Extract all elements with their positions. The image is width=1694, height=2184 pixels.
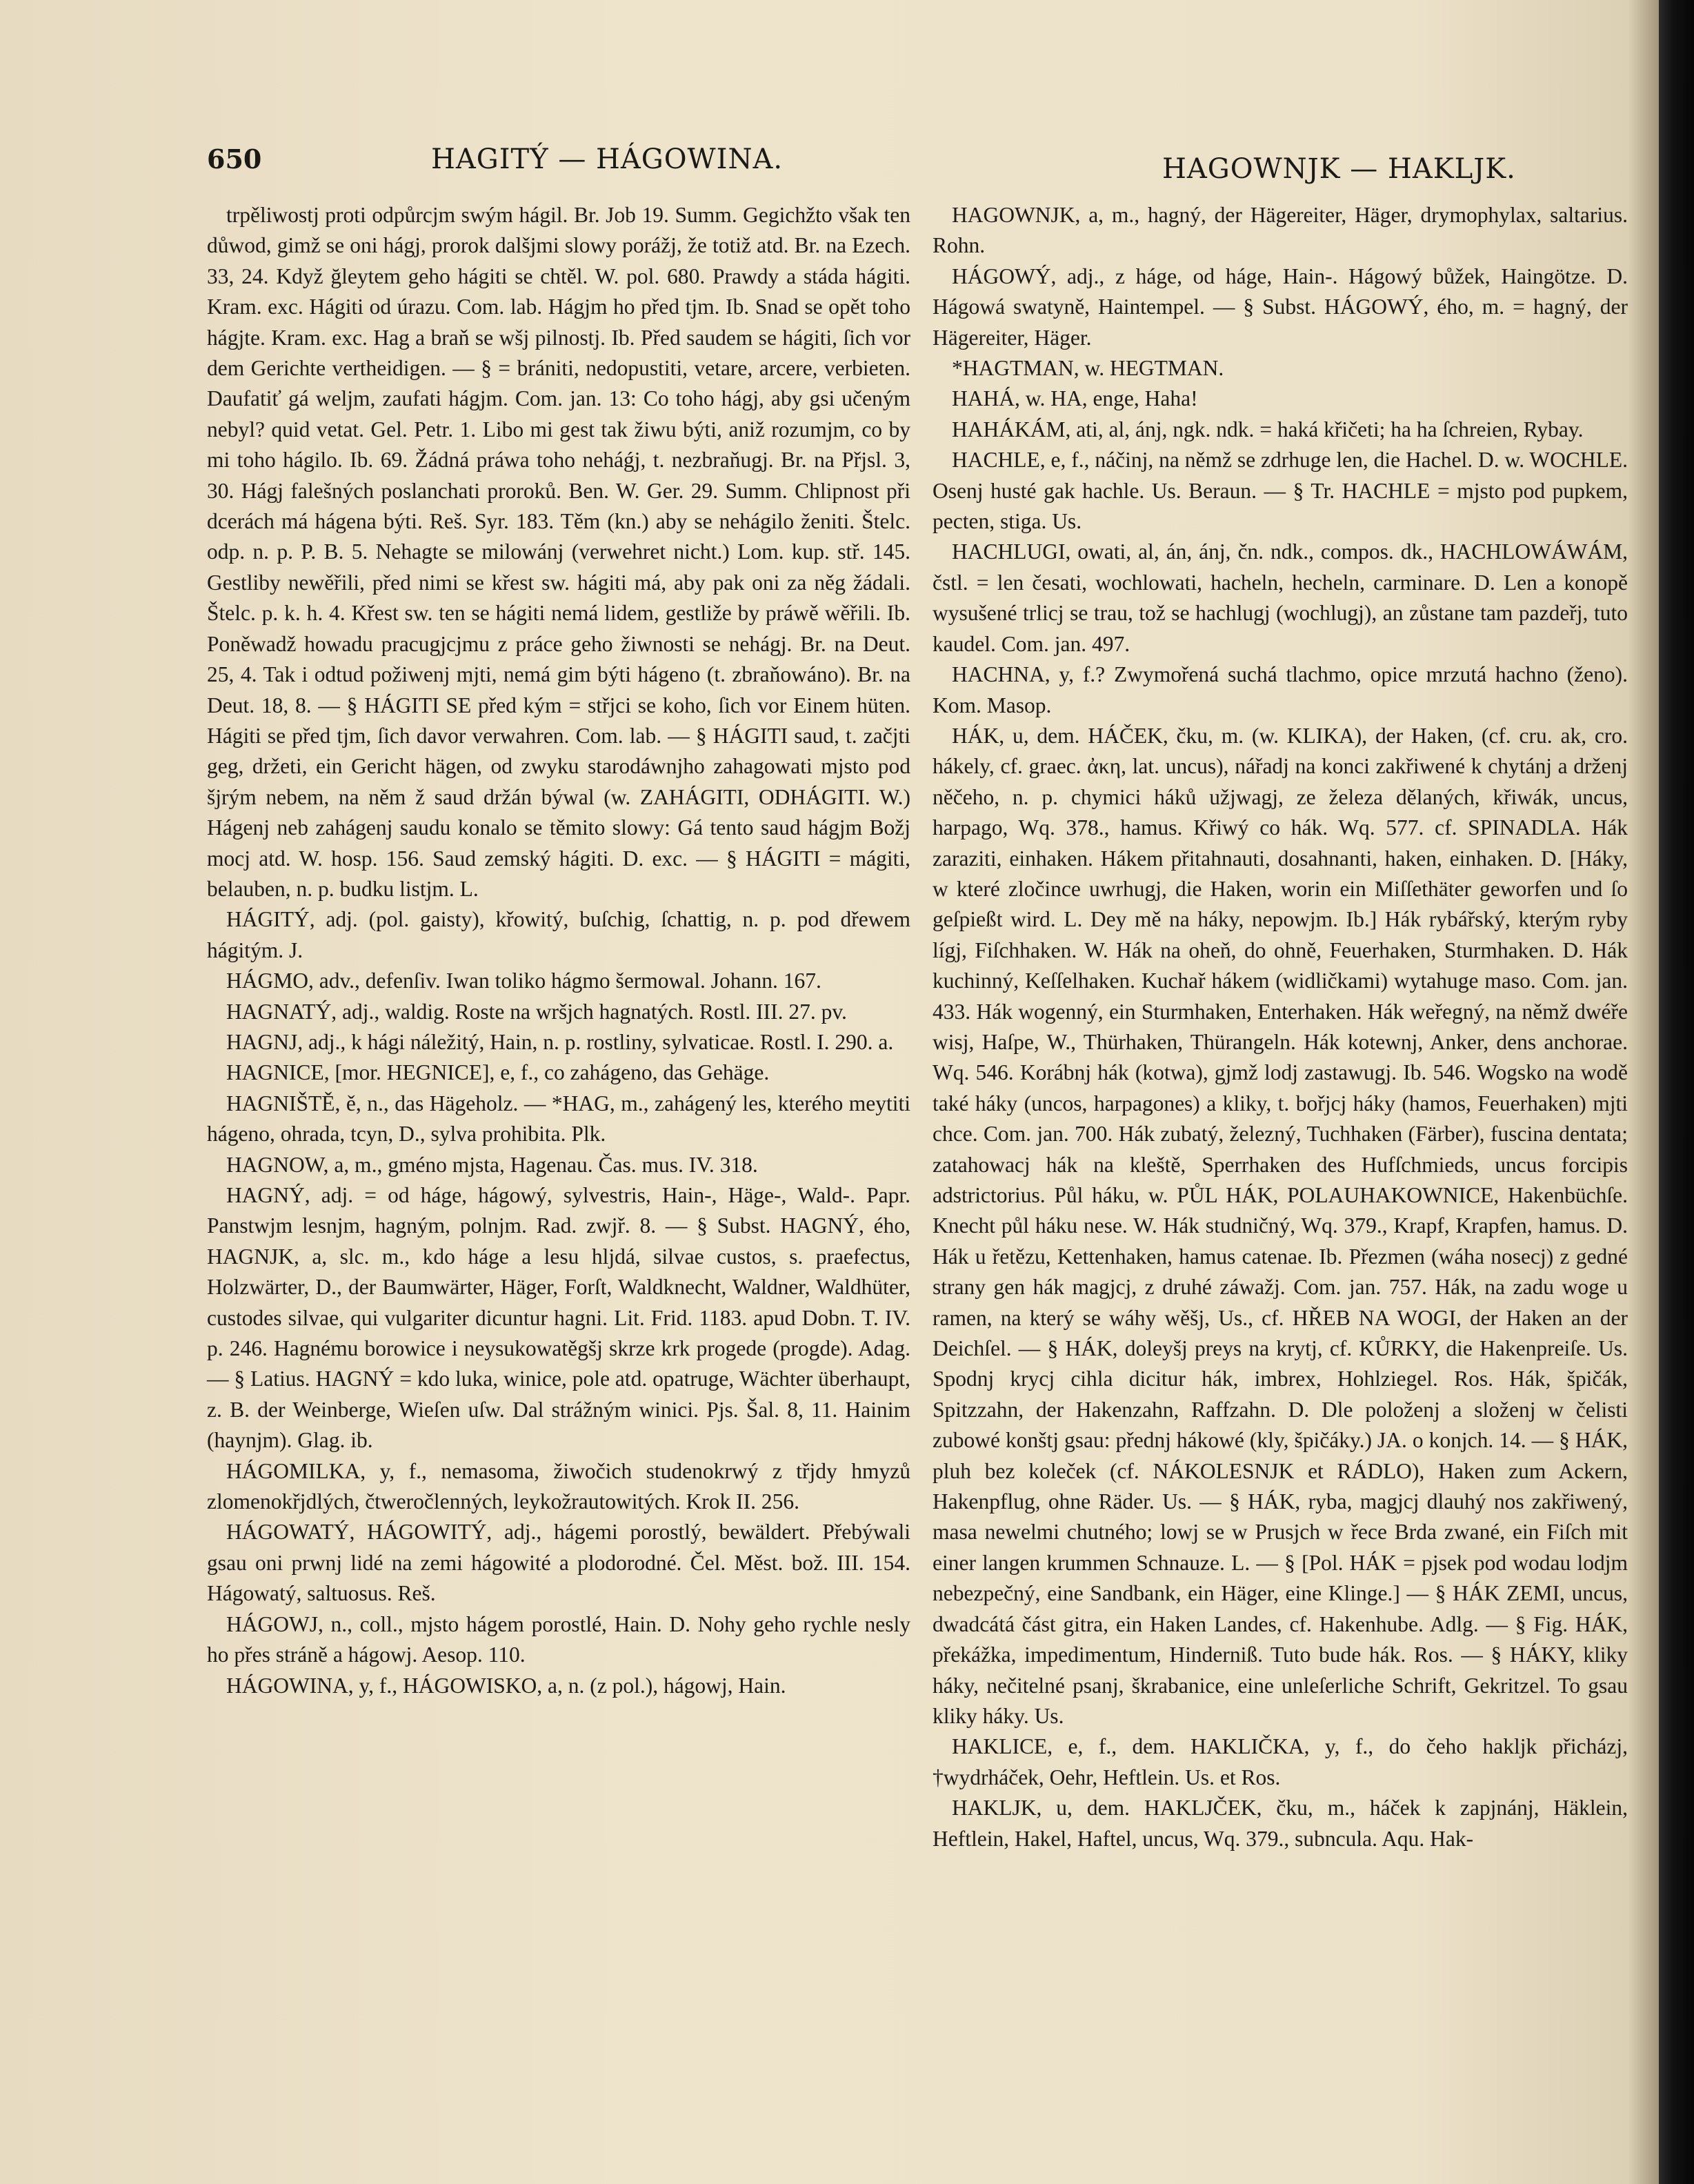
right-running-head: HAGOWNJK — HAKLJK. (1162, 153, 1516, 185)
entry-paragraph: HÁGOWINA, y, f., HÁGOWISKO, a, n. (z pol.), hágowj, Hain. (226, 1673, 786, 1698)
entry-paragraph: HÁGOWÝ, adj., z háge, od háge, Hain-. Hágowý bůžek, Haingötze. D. Hágowá swatyně, Haintempel. — § Subst. HÁGOWÝ, ého, m. = hagný, der Hägereiter, Häger. (933, 264, 1628, 350)
entry-paragraph: HAKLJK, u, dem. HAKLJČEK, čku, m., háček k zapjnánj, Häklein, Heftlein, Hakel, Haftel, uncus, Wq. 379., subncula. Aqu. Hak- (933, 1796, 1628, 1851)
entry-paragraph: HACHLUGI, owati, al, án, ánj, čn. ndk., compos. dk., HACHLOWÁWÁM, čstl. = len česati, wochlowati, hacheln, hecheln, carminare. D. Len a konopě wysušené trlicj se trau, tož se hachlugj (wochlugj), an zůstane tam pazdeřj, tuto kaudel. Com. jan. 497. (933, 539, 1628, 656)
entry-paragraph: HÁGITÝ, adj. (pol. gaisty), křowitý, buſchig, ſchattig, n. p. pod dřewem hágitým. J. (207, 907, 910, 962)
entry-paragraph: HAHÁ, w. HA, enge, Haha! (952, 386, 1198, 411)
entry-paragraph: HÁK, u, dem. HÁČEK, čku, m. (w. KLIKA), der Haken, (cf. cru. ak, cro. hákely, cf. graec. ἀκη, lat. uncus), nářadj na konci zakřiwené k chytánj a drženj něčeho, n. p. chymici háků užjwagj, ze železa dělaných, křiwák, uncus, harpago, Wq. 378., hamus. Křiwý co hák. Wq. 577. cf. SPINADLA. Hák zaraziti, einhaken. Hákem přitahnauti, dosahnanti, haken, einhaken. D. [Háky, w které zločince uwrhugj, die Haken, worin ein Miſſethäter geworfen und ſo geſpießt wird. L. Dey mě na háky, nepowjm. Ib.] Hák rybářský, kterým ryby lígj, Fiſchhaken. W. Hák na oheň, do ohně, Feuerhaken, Sturmhaken. D. Hák kuchinný, Keſſelhaken. Kuchař hákem (widličkami) wytahuge maso. Com. jan. 433. Hák wogenný, ein Sturmhaken, Enterhaken. Hák weřegný, na němž dwéře wisj, Haſpe, W., Thürhaken, Thürangeln. Hák kotewnj, Anker, dens anchorae. Wq. 546. Korábnj hák (kotwa), gjmž lodj zastawugj. Ib. 546. Wogsko na wodě také háky (uncos, harpagones) a kliky, t. bořjcj háky (hamos, Feuerhaken) mjti chce. Com. jan. 700. Hák zubatý, železný, Tuchhaken (Färber), fuscina dentata; zatahowacj hák na kleště, Sperrhaken des Hufſchmieds, uncus forcipis adstrictorius. Půl háku, w. PŮL HÁK, POLAUHAKOWNICE, Hakenbüchſe. Knecht půl háku nese. W. Hák studničný, Wq. 379., Krapf, Krapfen, hamus. D. Hák u řetězu, Kettenhaken, hamus catenae. Ib. Přezmen (wáha nosecj) z gedné strany gen hák magjcj, z druhé záwažj. Com. jan. 757. Hák, na zadu woge u ramen, na který se wáhy wěšj, Us., cf. HŘEB NA WOGI, der Haken an der Deichſel. — § HÁK, doleyšj preys na krytj, cf. KŮRKY, die Hakenpreiſe. Us. Spodnj krycj cihla dicitur hák, imbrex, Hohlziegel. Ros. Hák, špičák, Spitzzahn, der Hakenzahn, Raffzahn. D. Dle položenj a složenj w čelisti zubowé konštj gsau: přednj hákowé (kly, špičáky.) JA. o konjch. 14. — § HÁK, pluh bez koleček (cf. NÁKOLESNJK et RÁDLO), Haken zum Ackern, Hakenpflug, ohne Räder. Us. — § HÁK, ryba, magjcj dlauhý nos zakřiwený, masa newelmi chutného; lowj se w Prusjch w řece Brda zwané, ein Fiſch mit einer langen krummen Schnauze. L. — § [Pol. HÁK = pjsek pod wodau lodjm nebezpečný, eine Sandbank, ein Häger, eine Klinge.] — § HÁK ZEMI, uncus, dwadcátá část gitra, ein Haken Landes, cf. Hakenhube. Adlg. — § Fig. HÁK, překážka, impedimentum, Hinderniß. Tuto bude hák. Ros. — § HÁKY, kliky háky, nečitelné psanj, škrabanice, eine unleſerliche Schrift, Gekritzel. To gsau kliky háky. Us. (933, 723, 1628, 1728)
entry-paragraph: HACHNA, y, f.? Zwymořená suchá tlachmo, opice mrzutá hachno (ženo). Kom. Masop. (933, 662, 1628, 717)
entry-paragraph: HÁGOMILKA, y, f., nemasoma, žiwočich studenokrwý z třjdy hmyzů zlomenokřjdlých, čtweročlenných, leykožrautowitých. Krok II. 256. (207, 1458, 910, 1514)
book-spine-shadow (1628, 0, 1659, 2184)
entry-paragraph: HAGNIŠTĚ, ě, n., das Hägeholz. — *HAG, m., zahágený les, kterého meytiti hágeno, ohrada, tcyn, D., sylva prohibita. Plk. (207, 1091, 910, 1146)
page-header (0, 143, 1659, 185)
book-edge (1659, 0, 1694, 2184)
page-number: 650 (207, 143, 262, 175)
entry-paragraph: *HAGTMAN, w. HEGTMAN. (952, 356, 1224, 381)
entry-paragraph: HAGNICE, [mor. HEGNICE], e, f., co zahágeno, das Gehäge. (226, 1060, 770, 1085)
right-column (933, 200, 1628, 1854)
entry-paragraph: HAGNÝ, adj. = od háge, hágowý, sylvestris, Hain-, Häge-, Wald-. Papr. Panstwjm lesnjm, hagným, polnjm. Rad. zwjř. 8. — § Subst. HAGNÝ, ého, HAGNJK, a, slc. m., kdo háge a lesu hljdá, silvae custos, s. praefectus, Holzwärter, D., der Baumwärter, Häger, Forſt, Waldknecht, Waldner, Waldhüter, custodes silvae, qui vulgariter dicuntur hagni. Lit. Frid. 1183. apud Dobn. T. IV. p. 246. Hagnému borowice i neysukowatěgšj skrze krk progede (progde). Adag. — § Latius. HAGNÝ = kdo luka, winice, pole atd. opatruge, Wächter überhaupt, z. B. der Weinberge, Wieſen uſw. Dal strážným winici. Pjs. Šal. 8, 11. Hainim (haynjm). Glag. ib. (207, 1183, 910, 1453)
entry-paragraph: HACHLE, e, f., náčinj, na němž se zdrhuge len, die Hachel. D. w. WOCHLE. Osenj husté gak hachle. Us. Beraun. — § Tr. HACHLE = mjsto pod pupkem, pecten, stiga. Us. (933, 448, 1628, 534)
left-running-head: HAGITÝ — HÁGOWINA. (431, 143, 784, 175)
entry-paragraph: HÁGMO, adv., defenſiv. Iwan toliko hágmo šermowal. Johann. 167. (226, 969, 821, 993)
entry-paragraph: HÁGOWATÝ, HÁGOWITÝ, adj., hágemi porostlý, bewäldert. Přebýwali gsau oni prwnj lidé na zemi hágowité a plodorodné. Čel. Měst. bož. III. 154. Hágowatý, saltuosus. Reš. (207, 1520, 910, 1606)
entry-paragraph: trpěliwostj proti odpůrcjm swým hágil. Br. Job 19. Summ. Gegichžto však ten důwod, gimž se oni hágj, prorok dalšjmi slowy porážj, že totiž atd. Br. na Ezech. 33, 24. Když ğleytem geho hágiti se chtěl. W. pol. 680. Prawdy a stáda hágiti. Kram. exc. Hágiti od úrazu. Com. lab. Hágjm ho před tjm. Ib. Snad se opět toho hágjte. Kram. exc. Hag a braň se wšj pilnostj. Ib. Před saudem se hágiti, ſich vor dem Gerichte vertheidigen. — § = brániti, nedopustiti, vetare, arcere, verbieten. Daufatiť gá weljm, zaufati hágjm. Com. jan. 13: Co toho hágj, aby gsi učeným nebyl? quid vetat. Gel. Petr. 1. Libo mi gest tak žiwu býti, aniž rozumjm, co by mi toho hágilo. Ib. 69. Žádná práwa toho neháǵj, t. nezbraňugj. Br. na Přjsl. 3, 30. Hágj falešných poslanchati proroků. Ben. W. Ger. 29. Summ. Chlipnost při dcerách má hágena býti. Reš. Syr. 183. Těm (kn.) aby se nehágilo ženiti. Štelc. odp. n. p. P. B. 5. Nehagte se milowánj (verwehret nicht.) Lom. kup. stř. 145. Gestliby newěřili, před nimi se křest sw. hágiti má, aby pak oni za něg žádali. Štelc. p. k. h. 4. Křest sw. ten se hágiti nemá lidem, gestliže by práwě wěřili. Ib. Poněwadž howadu pracugjcjmu z práce geho žiwnosti se nehágj. Br. na Deut. 25, 4. Tak i odtud požiwenj mjti, nemá gim býti hágeno (t. zbraňowáno). Br. na Deut. 18, 8. — § HÁGITI SE před kým = střjci se koho, ſich vor Einem hüten. Hágiti se před tjm, ſich davor verwahren. Com. lab. — § HÁGITI saud, t. začjti geg, držeti, ein Gericht hägen, od zwyku starodáwnjho zahagowati mjsto pod šjrým nebem, na něm ž saud držán býwal (w. ZAHÁGITI, ODHÁGITI. W.) Hágenj neb zahágenj saudu konalo se těmito slowy: Gá tento saud hágjm Božj mocj atd. W. hosp. 156. Saud zemský hágiti. D. exc. — § HÁGITI = mágiti, belauben, n. p. budku listjm. L. (207, 203, 910, 901)
entry-paragraph: HAHÁKÁM, ati, al, ánj, ngk. ndk. = haká křičeti; ha ha ſchreien, Rybay. (952, 417, 1584, 441)
entry-paragraph: HAGOWNJK, a, m., hagný, der Hägereiter, Häger, drymophylax, saltarius. Rohn. (933, 203, 1628, 258)
entry-paragraph: HAGNATÝ, adj., waldig. Roste na wršjch hagnatých. Rostl. III. 27. pv. (226, 999, 847, 1024)
entry-paragraph: HAGNJ, adj., k hági náležitý, Hain, n. p. rostliny, sylvaticae. Rostl. I. 290. a. (226, 1029, 894, 1054)
entry-paragraph: HAKLICE, e, f., dem. HAKLIČKA, y, f., do čeho hakljk přicházj, †wydrháček, Oehr, Heftlein. Us. et Ros. (933, 1734, 1628, 1789)
entry-paragraph: HAGNOW, a, m., gméno mjsta, Hagenau. Čas. mus. IV. 318. (226, 1152, 758, 1177)
entry-paragraph: HÁGOWJ, n., coll., mjsto hágem porostlé, Hain. D. Nohy geho rychle nesly ho přes stráně a hágowj. Aesop. 110. (207, 1611, 910, 1667)
left-column (207, 200, 910, 1701)
